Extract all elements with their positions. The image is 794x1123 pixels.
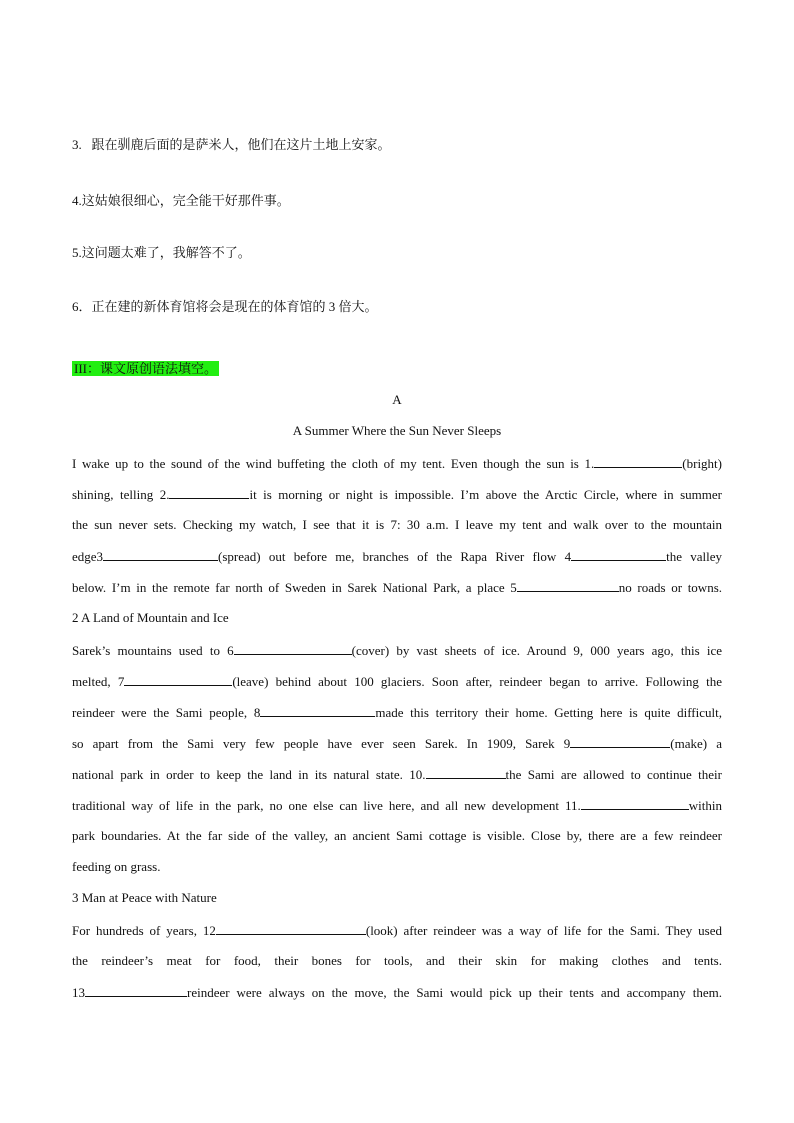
section-heading-3: 3 Man at Peace with Nature (72, 890, 217, 905)
p2-line-8: feeding on grass. (72, 859, 161, 874)
blank-13[interactable] (85, 984, 187, 997)
blank-10[interactable] (426, 766, 506, 779)
blank-12[interactable] (216, 922, 366, 935)
p3-line-2: the reindeer’s meat for food, their bones for tools, and their skin for making clothes and tents. (72, 953, 722, 968)
p2-line-4: so apart from the Sami very few people have ever seen Sarek. In 1909, Sarek 9 (make) a (72, 736, 722, 751)
blank-6[interactable] (234, 642, 352, 655)
blank-5[interactable] (517, 579, 619, 592)
p1-line-1: I wake up to the sound of the wind buffeting the cloth of my tent. Even though the sun is 1. (bright) (72, 456, 722, 471)
p2-line-7: park boundaries. At the far side of the valley, an ancient Sami cottage is visible. Close by, there are a few reindeer (72, 828, 722, 843)
p1-line-2: shining, telling 2. it is morning or night is impossible. I’m above the Arctic Circle, where in summer (72, 487, 723, 502)
passage-title: A Summer Where the Sun Never Sleeps (292, 423, 502, 438)
p2-line-5: national park in order to keep the land in its natural state. 10. the Sami are allowed to continue their (72, 767, 722, 782)
p1-line-4: edge3 (spread) out before me, branches of the Rapa River flow 4 the valley (72, 549, 722, 564)
blank-8[interactable] (260, 704, 375, 717)
p1-line-5: below. I’m in the remote far north of Sweden in Sarek National Park, a place 5 no roads or towns. (72, 580, 723, 595)
section-heading-2: 2 A Land of Mountain and Ice (72, 610, 229, 625)
p3-line-3: 13 reindeer were always on the move, the Sami would pick up their tents and accompany them. (72, 985, 722, 1000)
cn-item-6: 6．正在建的新体育馆将会是现在的体育馆的 3 倍大。 (72, 299, 378, 314)
blank-11[interactable] (581, 797, 689, 810)
blank-9[interactable] (570, 735, 670, 748)
blank-2[interactable] (169, 486, 249, 499)
passage-letter: A (392, 392, 402, 407)
p2-line-2: melted, 7 (leave) behind about 100 glaciers. Soon after, reindeer began to arrive. Following the (72, 674, 722, 689)
cn-item-3: 3. 跟在驯鹿后面的是萨米人，他们在这片土地上安家。 (72, 137, 391, 152)
cn-item-4: 4.这姑娘很细心，完全能干好那件事。 (72, 193, 290, 208)
section-heading-highlight: III：课文原创语法填空。 (74, 361, 217, 376)
blank-3[interactable] (103, 548, 218, 561)
p2-line-3: reindeer were the Sami people, 8 made this territory their home. Getting here is quite difficult, (72, 705, 722, 720)
blank-1[interactable] (594, 455, 682, 468)
cn-item-5: 5.这问题太难了，我解答不了。 (72, 245, 251, 260)
blank-7[interactable] (124, 673, 232, 686)
p2-line-1: Sarek’s mountains used to 6 (cover) by vast sheets of ice. Around 9, 000 years ago, this ice (72, 643, 722, 658)
p1-line-3: the sun never sets. Checking my watch, I see that it is 7: 30 a.m. I leave my tent and walk over to the mountain (72, 517, 722, 532)
blank-4[interactable] (571, 548, 666, 561)
p3-line-1: For hundreds of years, 12 (look) after reindeer was a way of life for the Sami. They used (72, 923, 722, 938)
p2-line-6: traditional way of life in the park, no one else can live here, and all new development 11. within (72, 798, 722, 813)
